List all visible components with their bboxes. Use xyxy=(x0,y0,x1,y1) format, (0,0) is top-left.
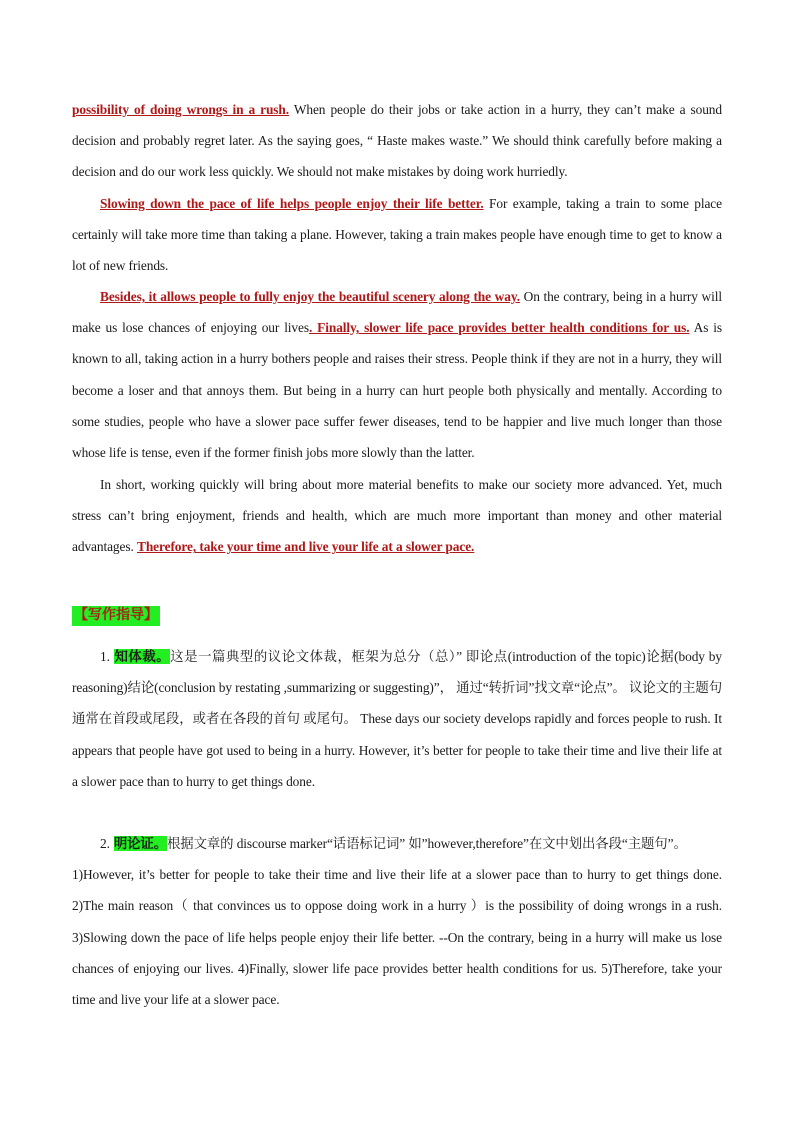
guide-label-highlight: 知体裁。 xyxy=(113,649,171,664)
guide-item-1 xyxy=(72,641,722,797)
topic-sentence-red: Therefore, take your time and live your life at a slower pace. xyxy=(136,539,475,555)
topic-sentence-red: . Finally, slower life pace provides better health conditions for us. xyxy=(308,320,690,336)
guide-label-highlight: 明论证。 xyxy=(113,836,168,851)
guide-number: 2. xyxy=(100,836,110,851)
paragraph-text: In short, working quickly will bring about more material benefits to make our society more advanced. Yet, much stress can’t bring enjoyment, friends and health, which are much more important than money and other material advantages. xyxy=(72,477,722,555)
guide-item-2 xyxy=(72,828,722,1015)
paragraph-text: On the contrary, being in a hurry will make us lose chances of enjoying our lives xyxy=(72,289,722,336)
topic-sentence-red: possibility of doing wrongs in a rush. xyxy=(72,102,290,117)
topic-sentence-red: Slowing down the pace of life helps people enjoy their life better. xyxy=(100,196,484,211)
paragraph-train xyxy=(72,188,722,282)
paragraph-text: When people do their jobs or take action in a hurry, they can’t make a sound decision and probably regret later. As the saying goes, “ Haste makes waste.” We should think carefully before making a decision and do our work less quickly. We should not make mistakes by doing work hurriedly. xyxy=(72,102,722,180)
paragraph-conclusion xyxy=(72,469,722,563)
topic-sentence-red: Besides, it allows people to fully enjoy the beautiful scenery along the way. xyxy=(100,289,520,304)
paragraph-haste xyxy=(72,94,722,188)
section-heading-writing-guide: 【写作指导】 xyxy=(72,606,160,626)
guide-number: 1. xyxy=(100,649,110,664)
guide-text: 1)However, it’s better for people to take their time and live their life at a slower pace than to hurry to get things done. 2)The main reason（ that convinces us to oppose doing work in a hurry ）is the possibility of doing wrongs in a rush. 3)Slowing down the pace of life helps people enjoy their life better. --On the contrary, being in a hurry will make us lose chances of enjoying our lives. 4)Finally, slower life pace provides better health conditions for us. 5)Therefore, take your time and live your life at a slower pace. xyxy=(72,867,722,1008)
guide-text: 这是一篇典型的议论文体裁，框架为总分（总）” 即论点(introduction of the topic)论据(body by reasoning)结论(conclusion by restating ,summarizing or suggesting)”， 通过“转折词”找文章“论点”。 议论文的主题句通常在首段或尾段，或者在各段的首句 或尾句。 These days our society develops rapidly and forces people to rush. It appears that people have got used to being in a hurry. However, it’s better for people to take their time and live their life at a slower pace than to hurry to get things done. xyxy=(72,649,723,789)
paragraph-text: For example, taking a train to some place certainly will take more time than taking a plane. However, taking a train makes people have enough time to get to know a lot of new friends. xyxy=(72,196,722,274)
paragraph-scenery-health xyxy=(72,281,722,468)
guide-intro: 根据文章的 discourse marker“话语标记词” 如”however,therefore”在文中划出各段“主题句”。 xyxy=(167,836,687,851)
paragraph-text: As is known to all, taking action in a hurry bothers people and raises their stress. People think if they are not in a hurry, they will become a loser and that annoys them. But being in a hurry can hurt people both physically and mentally. According to some studies, people who have a slower pace suffer fewer diseases, tend to be happier and live much longer than those whose life is tense, even if the former finish jobs more slowly than the latter. xyxy=(72,320,722,461)
